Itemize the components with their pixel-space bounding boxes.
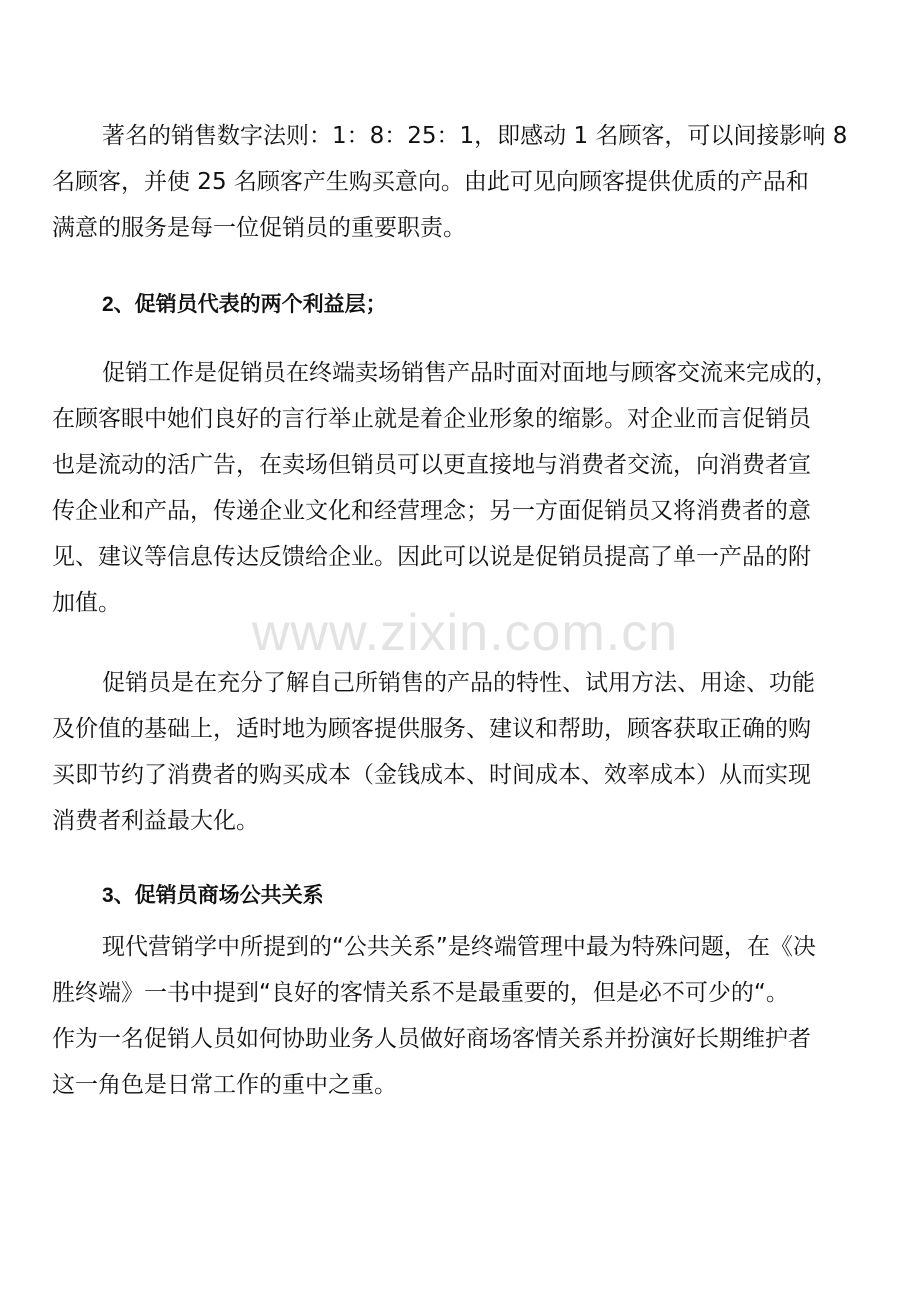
paragraph-line: 传企业和产品，传递企业文化和经营理念；另一方面促销员又将消费者的意 <box>52 498 811 524</box>
paragraph-line: 这一角色是日常工作的重中之重。 <box>52 1072 397 1098</box>
paragraph-line: 胜终端》一书中提到“良好的客情关系不是最重要的，但是必不可少的“。 <box>52 980 789 1006</box>
paragraph-line: 见、建议等信息传达反馈给企业。因此可以说是促销员提高了单一产品的附 <box>52 544 811 570</box>
section-heading: 2、促销员代表的两个利益层； <box>102 293 387 316</box>
paragraph-line: 买即节约了消费者的购买成本（金钱成本、时间成本、效率成本）从而实现 <box>52 762 811 788</box>
paragraph-line: 满意的服务是每一位促销员的重要职责。 <box>52 215 466 241</box>
watermark: www.zixin.com.cn <box>251 604 679 662</box>
paragraph-line: 加值。 <box>52 590 121 616</box>
paragraph-consumer-benefit <box>52 660 872 844</box>
paragraph-line: 名顾客，并使 25 名顾客产生购买意向。由此可见向顾客提供优质的产品和 <box>52 169 809 195</box>
section-heading: 3、促销员商场公共关系 <box>102 884 324 907</box>
paragraph-line: 作为一名促销人员如何协助业务人员做好商场客情关系并扮演好长期维护者 <box>52 1026 811 1052</box>
paragraph-line: 在顾客眼中她们良好的言行举止就是着企业形象的缩影。对企业而言促销员 <box>52 406 811 432</box>
paragraph-line: 著名的销售数字法则：1：8：25：1，即感动 1 名顾客，可以间接影响 8 <box>102 123 848 149</box>
section-heading-two-interests <box>52 291 872 319</box>
paragraph-line: 及价值的基础上，适时地为顾客提供服务、建议和帮助，顾客获取正确的购 <box>52 716 811 742</box>
paragraph-line: 促销员是在充分了解自己所销售的产品的特性、试用方法、用途、功能 <box>102 670 815 696</box>
paragraph-public-relations <box>52 924 872 1108</box>
section-heading-public-relations <box>52 882 872 910</box>
paragraph-line: 消费者利益最大化。 <box>52 808 259 834</box>
paragraph-line: 也是流动的活广告，在卖场但销员可以更直接地与消费者交流，向消费者宣 <box>52 452 811 478</box>
paragraph-line: 促销工作是促销员在终端卖场销售产品时面对面地与顾客交流来完成的， <box>102 360 838 386</box>
paragraph-promoter-role <box>52 350 872 626</box>
paragraph-sales-rule <box>52 113 872 251</box>
paragraph-line: 现代营销学中所提到的“公共关系”是终端管理中最为特殊问题，在《决 <box>102 934 816 960</box>
